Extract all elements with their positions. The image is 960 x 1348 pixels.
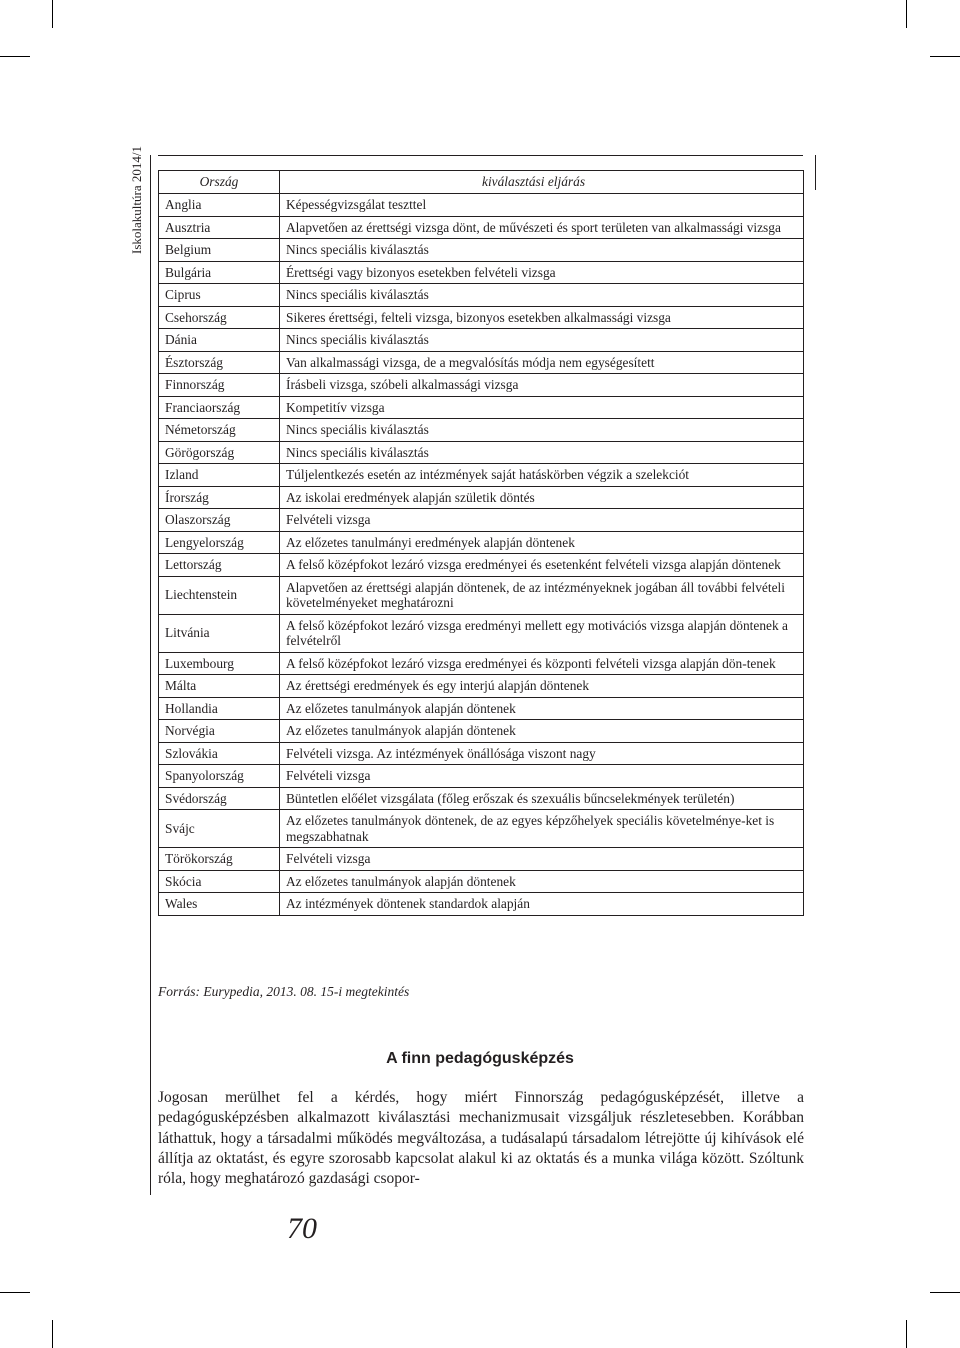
table-row [159,787,804,810]
column-header-procedure: kiválasztási eljárás [280,171,804,194]
country-cell: Törökország [159,848,280,871]
country-cell: Izland [159,464,280,487]
margin-rule [150,155,151,1195]
procedure-cell: Érettségi vagy bizonyos esetekben felvételi vizsga [280,261,804,284]
country-cell: Franciaország [159,396,280,419]
table-row [159,284,804,307]
table-row [159,239,804,262]
country-cell: Wales [159,893,280,916]
table-row [159,419,804,442]
table-row [159,464,804,487]
procedure-cell: Az előzetes tanulmányok alapján döntenek [280,697,804,720]
table-row [159,531,804,554]
table-row [159,441,804,464]
procedure-cell: Nincs speciális kiválasztás [280,284,804,307]
country-cell: Ausztria [159,216,280,239]
country-cell: Csehország [159,306,280,329]
table-row [159,810,804,848]
table-row [159,509,804,532]
header-rule [158,155,803,156]
procedure-cell: Nincs speciális kiválasztás [280,441,804,464]
country-cell: Anglia [159,194,280,217]
procedure-cell: Az iskolai eredmények alapján születik döntés [280,486,804,509]
table-row [159,697,804,720]
country-cell: Málta [159,675,280,698]
country-cell: Szlovákia [159,742,280,765]
column-header-country: Ország [159,171,280,194]
procedure-cell: Túljelentkezés esetén az intézmények saját hatáskörben végzik a szelekciót [280,464,804,487]
table-row [159,351,804,374]
table-row [159,306,804,329]
table-row [159,486,804,509]
country-cell: Skócia [159,870,280,893]
country-cell: Olaszország [159,509,280,532]
procedure-cell: Írásbeli vizsga, szóbeli alkalmassági vizsga [280,374,804,397]
country-cell: Lettország [159,554,280,577]
table-row [159,261,804,284]
procedure-cell: Sikeres érettségi, felteli vizsga, bizonyos esetekben alkalmassági vizsga [280,306,804,329]
running-head: Iskolakultúra 2014/1 [129,146,144,254]
table-row [159,374,804,397]
country-cell: Svájc [159,810,280,848]
country-cell: Írország [159,486,280,509]
procedure-cell: Nincs speciális kiválasztás [280,239,804,262]
table-row [159,194,804,217]
procedure-cell: Felvételi vizsga [280,765,804,788]
country-cell: Liechtenstein [159,576,280,614]
procedure-cell: A felső középfokot lezáró vizsga eredményei és központi felvételi vizsga alapján dön-tenek [280,652,804,675]
procedure-cell: Felvételi vizsga. Az intézmények önállósága viszont nagy [280,742,804,765]
procedure-cell: Az előzetes tanulmányi eredmények alapján döntenek [280,531,804,554]
procedure-cell: Nincs speciális kiválasztás [280,419,804,442]
crop-mark [0,56,30,57]
procedure-cell: Van alkalmassági vizsga, de a megvalósítás módja nem egységesített [280,351,804,374]
country-cell: Hollandia [159,697,280,720]
procedure-cell: Felvételi vizsga [280,848,804,871]
table-row [159,554,804,577]
crop-mark [930,1292,960,1293]
section-title: A finn pedagógusképzés [386,1050,574,1067]
procedure-cell: Felvételi vizsga [280,509,804,532]
header-rule-right [815,155,816,190]
procedure-cell: A felső középfokot lezáró vizsga eredményei és esetenként felvételi vizsga alapján döntenek [280,554,804,577]
country-cell: Dánia [159,329,280,352]
table-row [159,893,804,916]
country-cell: Litvánia [159,614,280,652]
table-row [159,614,804,652]
table-row [159,742,804,765]
country-cell: Ciprus [159,284,280,307]
crop-mark [52,0,53,28]
country-cell: Észtország [159,351,280,374]
table-row [159,396,804,419]
procedure-cell: Kompetitív vizsga [280,396,804,419]
country-cell: Belgium [159,239,280,262]
table-row [159,720,804,743]
table-row [159,576,804,614]
table-row [159,675,804,698]
table-row [159,848,804,871]
country-cell: Bulgária [159,261,280,284]
table-row [159,765,804,788]
procedure-cell: Az előzetes tanulmányok alapján döntenek [280,720,804,743]
table-row [159,329,804,352]
selection-table [158,170,804,916]
procedure-cell: Az érettségi eredmények és egy interjú alapján döntenek [280,675,804,698]
table-header-row [159,171,804,194]
country-cell: Svédország [159,787,280,810]
country-cell: Finnország [159,374,280,397]
crop-mark [906,0,907,28]
procedure-cell: A felső középfokot lezáró vizsga eredményi mellett egy motivációs vizsga alapján döntenek a felvételről [280,614,804,652]
table-row [159,216,804,239]
country-cell: Norvégia [159,720,280,743]
country-cell: Lengyelország [159,531,280,554]
procedure-cell: Az előzetes tanulmányok alapján döntenek [280,870,804,893]
table-row [159,652,804,675]
procedure-cell: Alapvetően az érettségi vizsga dönt, de művészeti és sport területen van alkalmassági vizsga [280,216,804,239]
source-note: Forrás: Eurypedia, 2013. 08. 15-i megtekintés [158,984,410,999]
crop-mark [930,56,960,57]
country-cell: Spanyolország [159,765,280,788]
procedure-cell: Képességvizsgálat teszttel [280,194,804,217]
procedure-cell: Nincs speciális kiválasztás [280,329,804,352]
crop-mark [52,1320,53,1348]
country-cell: Németország [159,419,280,442]
procedure-cell: Alapvetően az érettségi alapján döntenek, de az intézményeknek jogában áll további felvételi követelményeket meghatározni [280,576,804,614]
procedure-cell: Az előzetes tanulmányok döntenek, de az egyes képzőhelyek speciális követelménye-ket is megszabhatnak [280,810,804,848]
country-cell: Görögország [159,441,280,464]
crop-mark [0,1292,30,1293]
table-row [159,870,804,893]
procedure-cell: Az intézmények döntenek standardok alapján [280,893,804,916]
body-paragraph: Jogosan merülhet fel a kérdés, hogy miért Finnország pedagógusképzését, illetve a pedagógusképzésben alkalmazott kiválasztási mechanizmusait vizsgáljuk részletesebben. Korábban láthattuk, hogy a társadalmi működés megváltozása, a tudásalapú társadalom létrejötte új kihívások elé állítja az oktatást, és egyre szorosabb kapcsolat alakul ki az oktatás és a munka világa között. Szóltunk róla, hogy meghatározó gazdasági csopor- [158,1089,804,1188]
procedure-cell: Büntetlen előélet vizsgálata (főleg erőszak és szexuális bűncselekmények területén) [280,787,804,810]
country-cell: Luxembourg [159,652,280,675]
crop-mark [906,1320,907,1348]
page-number: 70 [287,1212,317,1245]
